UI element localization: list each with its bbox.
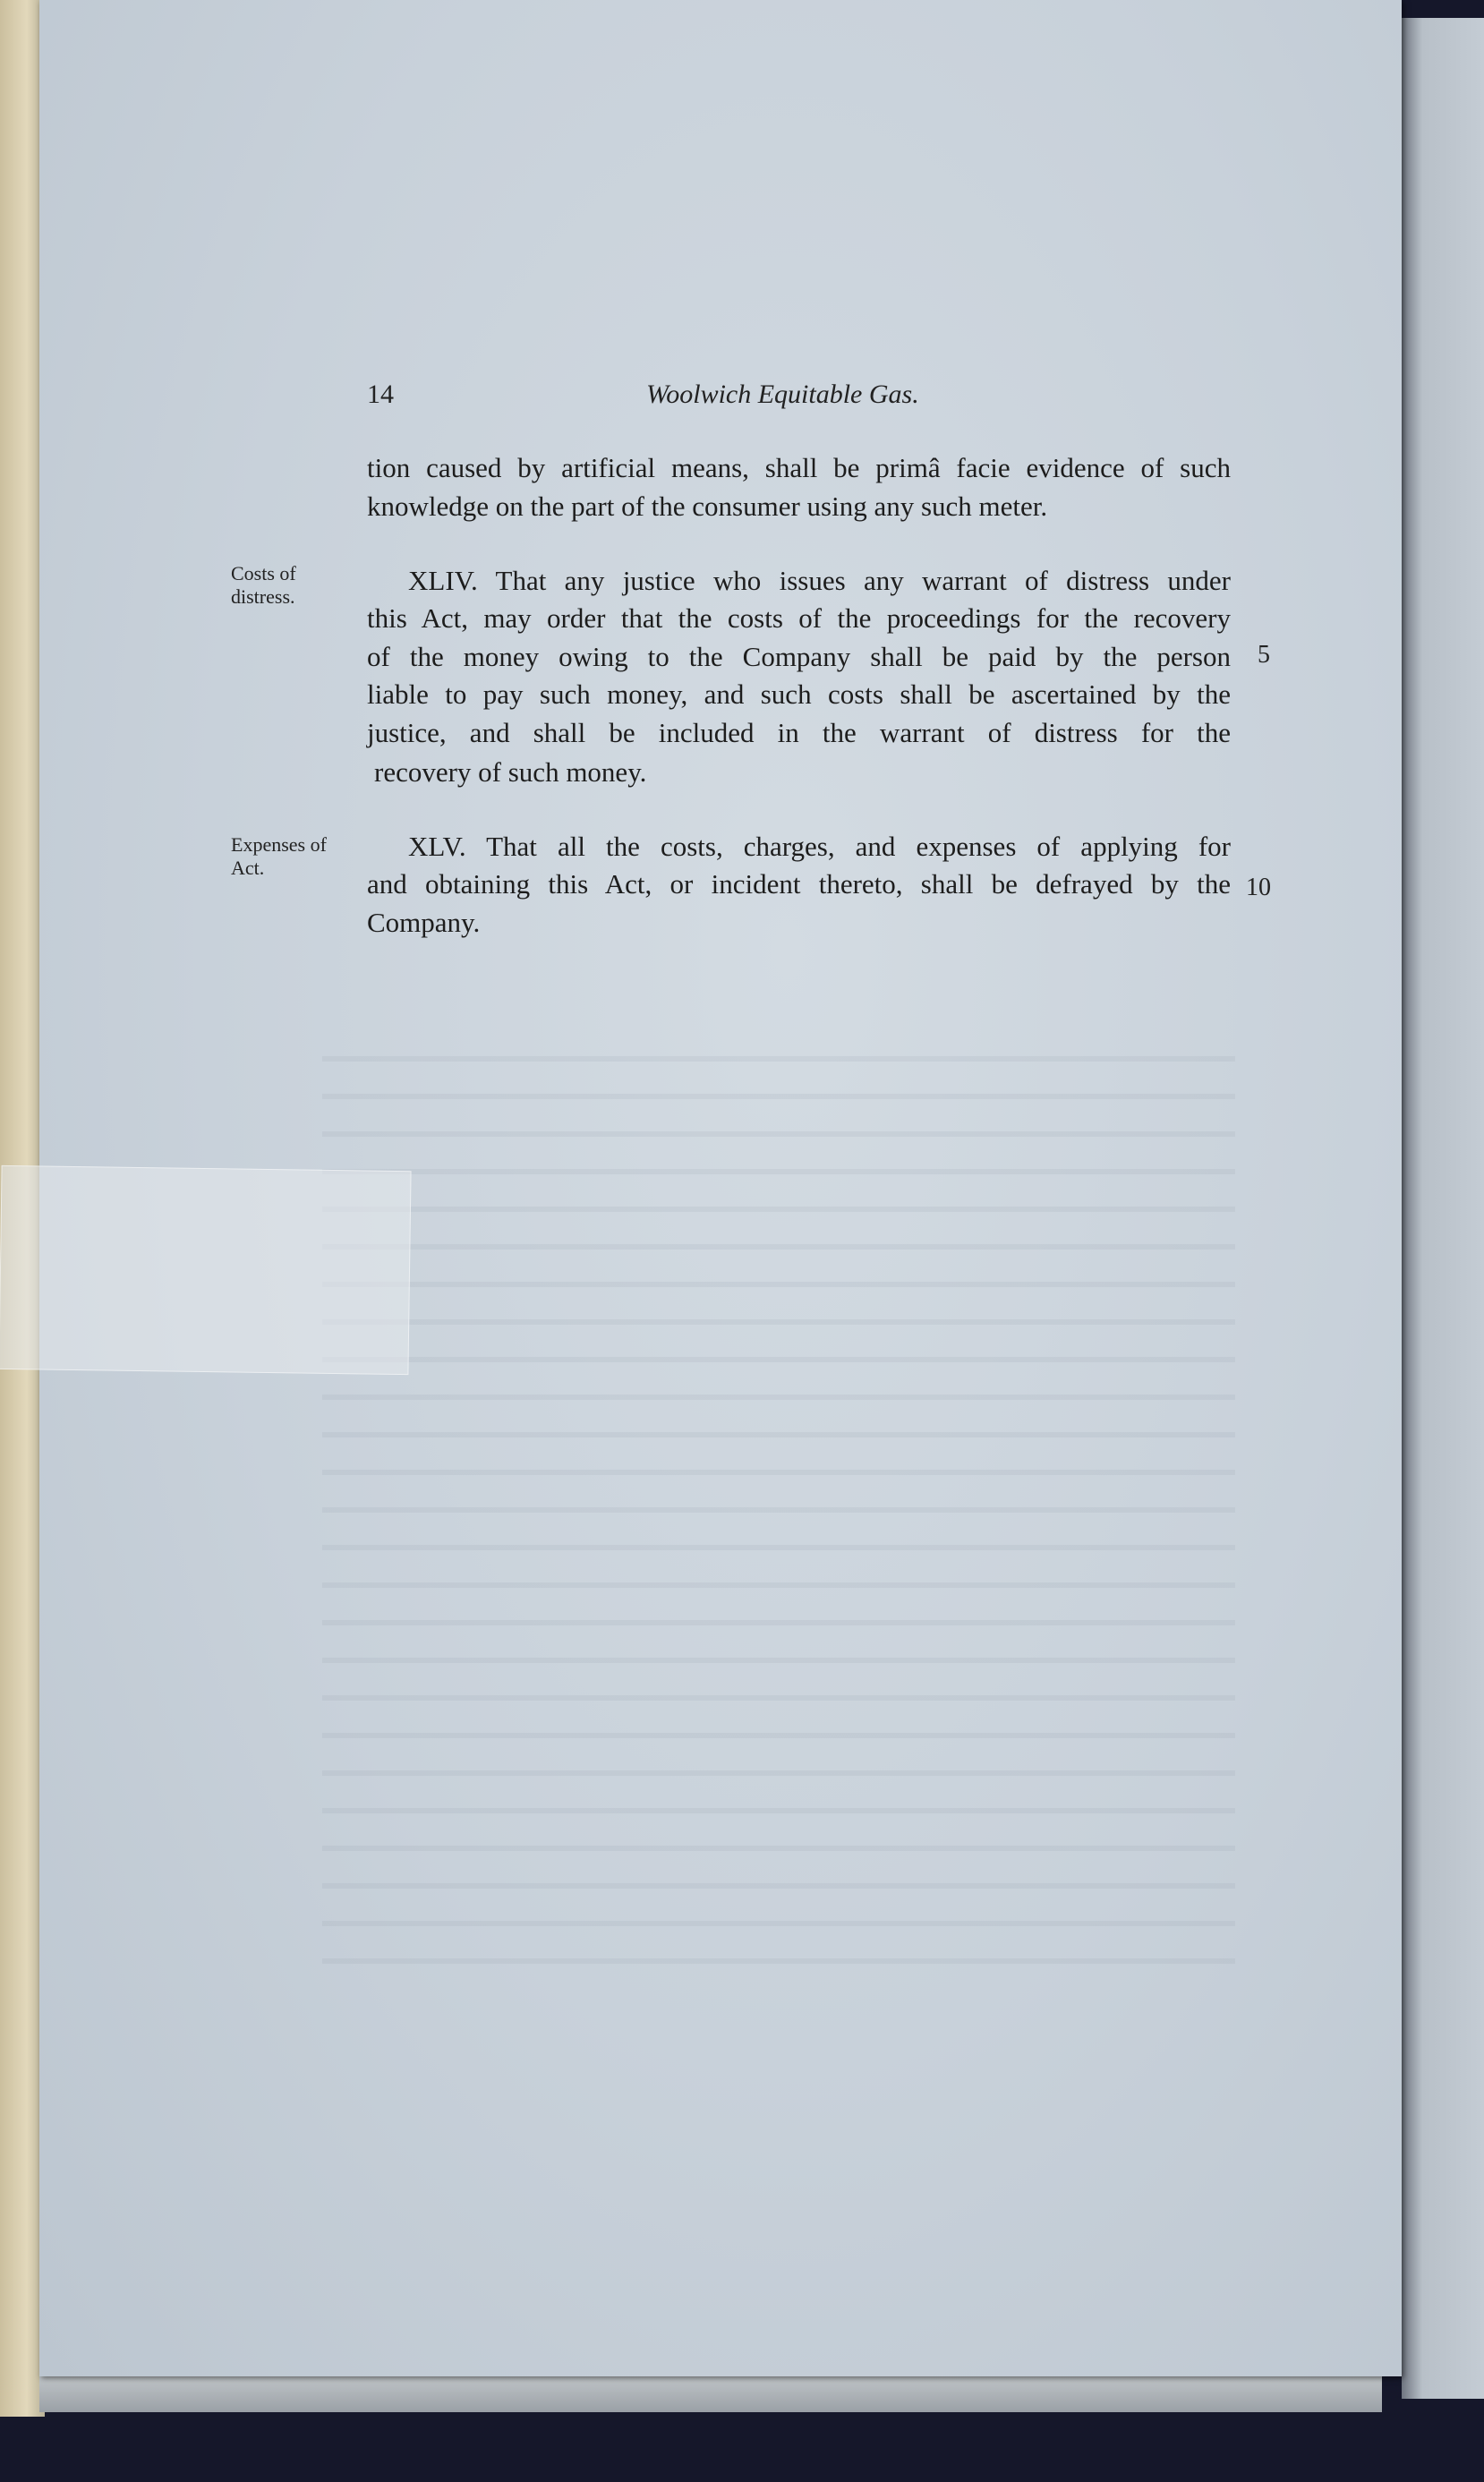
margin-note-line: Costs of — [231, 562, 296, 584]
section-heading-line: XLIV. That any justice who issues any warrant of distress under — [408, 565, 1231, 596]
running-title: Woolwich Equitable Gas. — [646, 380, 919, 409]
text-line: this Act, may order that the costs of the proceedings for the recovery — [367, 602, 1231, 634]
margin-note-line: Expenses of — [231, 833, 327, 856]
page-number: 14 — [367, 380, 394, 409]
page-stack-edge — [39, 2376, 1382, 2412]
text-line: of the money owing to the Company shall be paid by the person — [367, 641, 1231, 672]
text-line: justice, and shall be included in the warrant of distress for the — [367, 717, 1231, 748]
adhesive-tape — [0, 1165, 412, 1375]
text-line: liable to pay such money, and such costs shall be ascertained by the — [367, 678, 1231, 710]
text-line: recovery of such money. — [374, 756, 647, 788]
line-number: 10 — [1246, 874, 1271, 901]
text-line: knowledge on the part of the consumer using any such meter. — [367, 490, 1048, 522]
text-line: Company. — [367, 907, 481, 938]
adjacent-page-edge — [1402, 18, 1484, 2399]
margin-note-line: distress. — [231, 585, 295, 608]
line-number: 5 — [1258, 641, 1270, 669]
margin-note — [231, 833, 327, 880]
show-through-text — [322, 1029, 1235, 1996]
text-line: and obtaining this Act, or incident thereto, shall be defrayed by the — [367, 868, 1231, 900]
section-heading-line: XLV. That all the costs, charges, and expenses of applying for — [408, 831, 1231, 862]
margin-note — [231, 562, 296, 609]
text-line: tion caused by artificial means, shall be primâ facie evidence of such — [367, 452, 1231, 483]
margin-note-line: Act. — [231, 857, 265, 879]
